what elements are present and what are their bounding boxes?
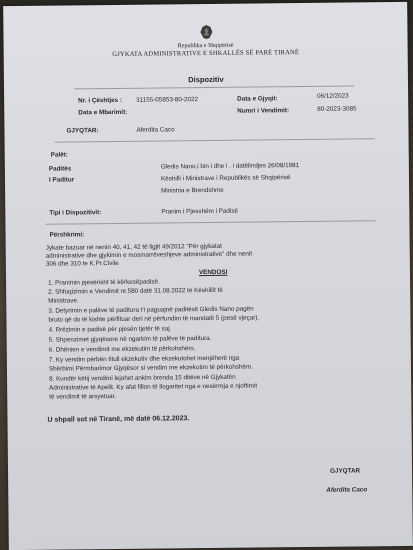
summary-line-3: 306 dhe 310 te K.Pr.Civile: [45, 259, 119, 268]
disposition-type-label: Tipi i Dispozitivit:: [49, 209, 102, 217]
decision-line: 2. Shfuqizimin e Vendimit nr.580 datë 31.08.2022 të Këshillit të: [48, 286, 223, 296]
plaintiff-value: Gledis Nano,i bin i dhe i , i datëlindjes 26/08/1981: [160, 162, 300, 171]
decision-line: 8. Kundër këtij vendimi lejohet ankim brenda 15 ditëve në Gjykatën: [49, 373, 236, 383]
trial-date-label: Data e Gjyqit:: [237, 95, 278, 103]
decision-line: 3. Detyrimin e palëve të paditura t'i paguajnë paditësit Gledis Nano pagën: [48, 305, 254, 315]
signature-name: Aferdita Caco: [326, 486, 368, 494]
signature-title: GJYQTAR: [330, 467, 361, 475]
decision-line: Ministrave.: [48, 297, 79, 305]
decision-line: 5. Shpenzimet gjyqësore në ngarkim të palëve të paditura.: [48, 334, 212, 344]
summary-line-2: administrative dhe gjykimin e mosmarrëveshjeve administrative" dhe nenit: [45, 250, 253, 260]
parties-heading: Palët:: [50, 151, 68, 159]
defendant-label: I Paditur: [48, 176, 75, 184]
decision-line: 7. Ky vendim përbën titull ekzekutiv dhe ekzekutohet menjëherë nga: [48, 354, 240, 364]
court-name: GJYKATA ADMINISTRATIVE E SHKALLËS SË PARË TIRANË: [112, 49, 300, 58]
document-title: Dispozitiv: [188, 74, 224, 85]
disposition-type-value: Pranim i Pjesshëm i Padisë: [161, 207, 239, 216]
meta-divider: [55, 138, 375, 142]
decision-line: 6. Dhënien e vendimit me ekzekutim të përkohshëm.: [48, 345, 196, 354]
decision-line: 1. Pranimin pjesërisht të kërkesëpadisë.: [48, 278, 160, 287]
decision-line: 4. Rrëzimin e padisë për pjesën tjetër të saj.: [48, 325, 172, 334]
title-divider: [74, 85, 354, 89]
judge-label: GJYQTAR:: [66, 127, 99, 135]
defendant-value-1: Këshilli i Ministrave i Republikës së Shqipërisë: [160, 174, 291, 183]
republic-label: Republika e Shqipërisë: [177, 42, 234, 50]
decision-line: bruto që do të kishte përfituar deri në përfundim të mandatit 5 (pesë vjeçar).: [48, 314, 260, 324]
received-date-label: Data e Mbarimit:: [78, 108, 128, 117]
decision-line: Shërbimi Përmbarimor Gjyqësor si vendim me ekzekutim të përkohshëm.: [48, 363, 254, 373]
decision-line: të vendimit të arsyetuar.: [49, 392, 117, 401]
summary-heading: Përshkrimi:: [49, 231, 85, 239]
case-number-value: 31155-05853-80-2022: [136, 96, 199, 104]
decision-number-value: 80-2023-3085: [317, 105, 357, 113]
disposition-divider: [45, 220, 375, 224]
document-page: [3, 2, 413, 550]
announcement-line: U shpall sot në Tiranë, më datë 06.12.2023.: [47, 415, 190, 424]
decision-number-label: Numri i Vendimit:: [237, 107, 290, 115]
plaintiff-label: Paditës: [48, 165, 72, 173]
decision-heading: VENDOSI: [198, 268, 228, 277]
defendant-value-2: Ministria e Brendshme: [161, 186, 224, 195]
trial-date-value: 06/12/2023: [317, 92, 349, 100]
decision-line: Administrative të Apelit. Ky afat fillon të llogaritet nga e nesërmja e njoftimit: [49, 382, 258, 392]
judge-name: Aferdita Caco: [136, 126, 175, 134]
case-number-label: Nr. i Çështjes :: [78, 96, 122, 105]
coat-of-arms-emblem: [199, 24, 213, 40]
summary-line-1: Jykate bazuar në nenin 40, 41, 42 të ligjit 49/2012 "Për gjykatat: [45, 242, 222, 252]
